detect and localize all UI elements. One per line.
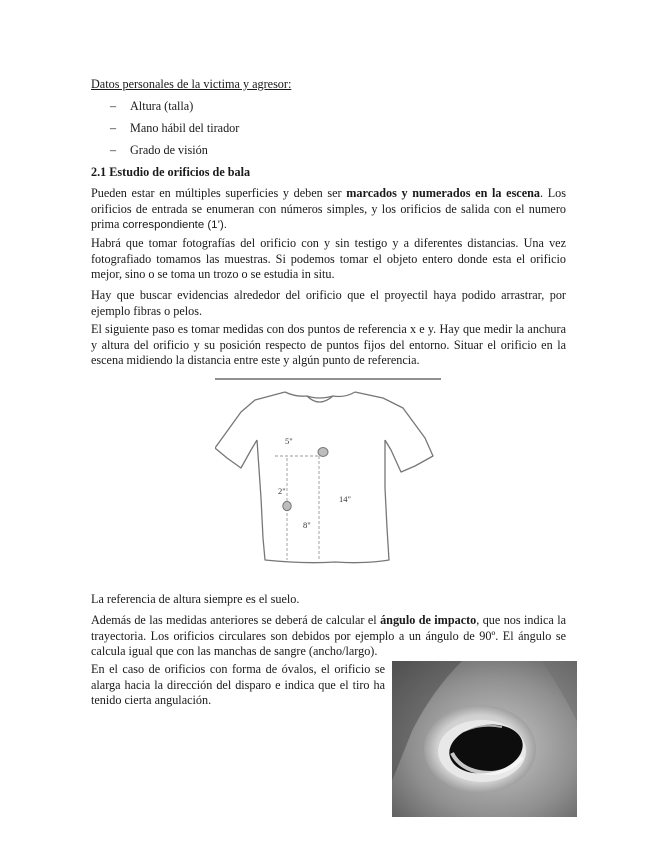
section-title: 2.1 Estudio de orificios de bala: [91, 165, 251, 179]
tshirt-diagram: [215, 378, 441, 568]
bullet-item-hand: Mano hábil del tirador: [130, 121, 240, 135]
paragraph-marking: [91, 186, 566, 234]
measure-label-5: 5": [285, 436, 293, 446]
bullet-dash: –: [110, 99, 117, 113]
measure-label-8: 8": [303, 520, 311, 530]
tshirt-outline: [215, 392, 433, 563]
paragraph-height-reference: La referencia de altura siempre es el suelo.: [91, 592, 300, 606]
bullet-hole-photo: [392, 661, 577, 817]
p1-text-c: correspondiente (1’).: [122, 219, 227, 231]
p6-text-b: , que nos indica la trayectoria. Los orificios circulares son debidos por ejemplo a un ángulo de 90º. El ángulo se calcula igual que con las manchas de sangre (ancho/largo).: [91, 613, 566, 658]
measure-label-14: 14": [339, 494, 351, 504]
paragraph-impact-angle: [91, 613, 566, 660]
paragraph-evidence: Hay que buscar evidencias alrededor del orificio que el proyectil haya podido arrastrar, por ejemplo fibras o pelos.: [91, 288, 566, 318]
p1-bold: marcados y numerados en la escena: [346, 186, 540, 200]
p1-text-a: Pueden estar en múltiples superficies y deben ser: [91, 186, 347, 200]
bullet-dash: –: [110, 121, 117, 135]
p6-text-a: Además de las medidas anteriores se deberá de calcular el: [91, 613, 381, 627]
bullet-hole-photo-icon: [392, 661, 577, 817]
paragraph-oval-holes: En el caso de orificios con forma de óvalos, el orificio se alarga hacia la dirección del disparo e indica que el tiro ha tenido cierta angulación.: [91, 662, 385, 707]
p6-bold: ángulo de impacto: [380, 613, 477, 627]
paragraph-measurements: El siguiente paso es tomar medidas con dos puntos de referencia x e y. Hay que medir la anchura y altura del orificio y su posición respecto de puntos fijos del entorno. Situar el orificio en la escena midiendo la distancia entre este y algún punto de referencia.: [91, 322, 566, 367]
bullet-dash: –: [110, 143, 117, 157]
bullet-item-height: Altura (talla): [130, 99, 194, 113]
bullet-item-vision: Grado de visión: [130, 143, 208, 157]
p1-text-b: . Los orificios de entrada se enumeran con números simples, y los orificios de salida con el numero prima: [91, 186, 566, 231]
bullet-hole-upper: [318, 448, 328, 457]
personal-data-heading: Datos personales de la victima y agresor:: [91, 77, 292, 91]
bullet-hole-lower: [283, 501, 291, 510]
tshirt-diagram-icon: [215, 378, 441, 568]
measure-lines: [275, 456, 319, 560]
measure-label-2: 2": [278, 486, 286, 496]
paragraph-photography: Habrá que tomar fotografías del orificio con y sin testigo y a diferentes distancias. Una vez fotografiado tomamos las muestras. Si podemos tomar el objeto entero donde esta el orificio mejor, sino o se toma un trozo o se estudia in situ.: [91, 236, 566, 281]
